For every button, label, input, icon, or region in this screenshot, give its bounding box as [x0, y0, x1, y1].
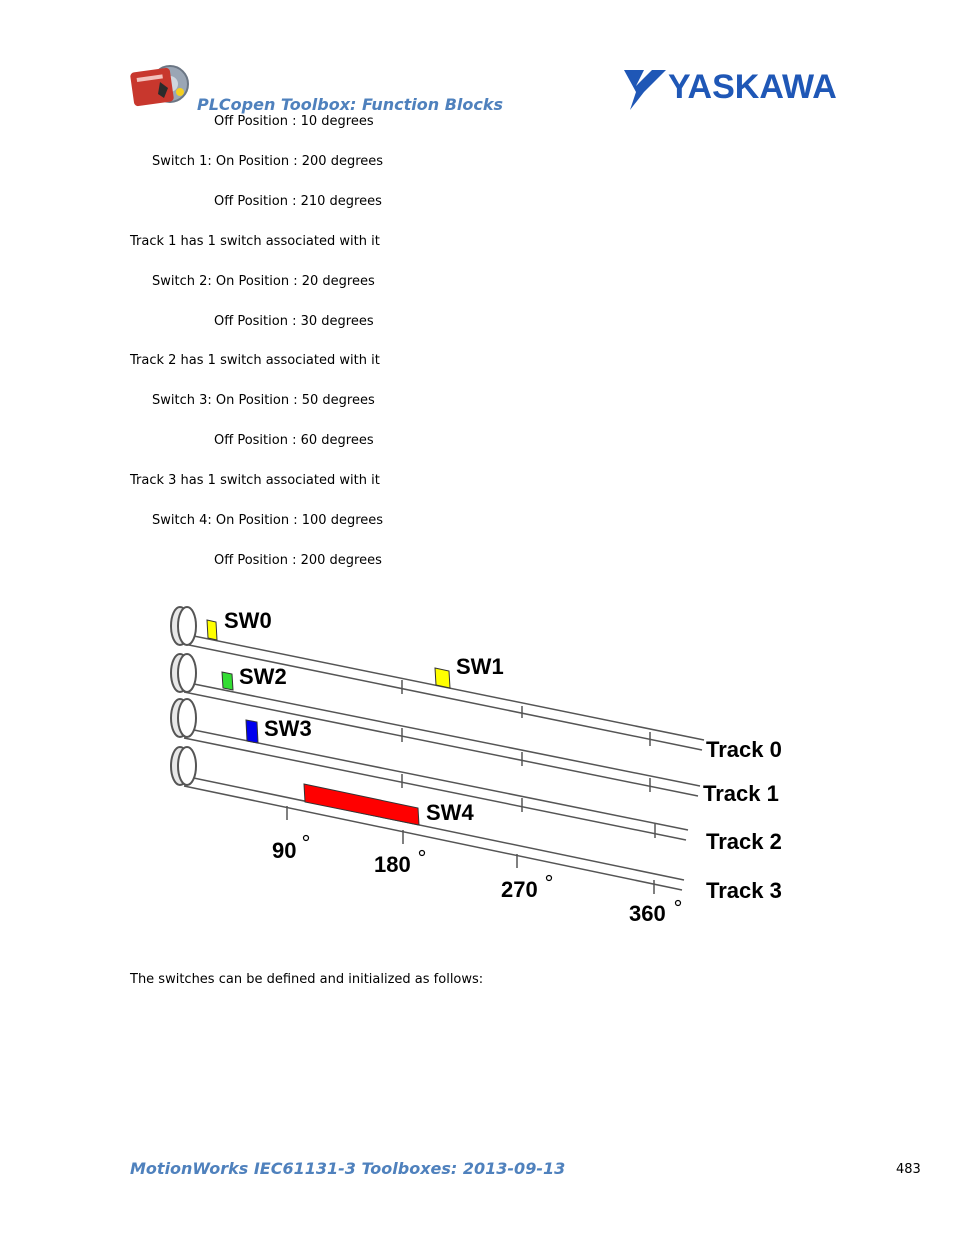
switch-sw0-label: SW0: [224, 608, 272, 633]
degree-symbol-icon: [420, 851, 425, 856]
yaskawa-logo-icon: [622, 66, 844, 112]
switch-sw1-marker: [435, 668, 450, 688]
text-line: Switch 3: On Position : 50 degrees: [152, 393, 375, 408]
text-line: Track 3 has 1 switch associated with it: [130, 473, 380, 488]
text-line: Off Position : 200 degrees: [214, 553, 382, 568]
switch-sw3-marker: [246, 720, 258, 743]
switch-sw3-label: SW3: [264, 716, 312, 741]
degree-symbol-icon: [676, 901, 681, 906]
text-line: Switch 1: On Position : 200 degrees: [152, 154, 384, 169]
switch-sw2-label: SW2: [239, 664, 287, 689]
header-title: PLCopen Toolbox: Function Blocks: [197, 95, 504, 114]
switch-sw1-label: SW1: [456, 654, 504, 679]
switch-sw4-label: SW4: [426, 800, 474, 825]
text-line: Track 2 has 1 switch associated with it: [130, 353, 380, 368]
text-line: Track 1 has 1 switch associated with it: [130, 234, 380, 249]
text-line: Off Position : 210 degrees: [214, 194, 382, 209]
text-line: Off Position : 30 degrees: [214, 314, 374, 329]
brand-name: YASKAWA: [668, 68, 837, 106]
cam-switch-tracks-diagram: [160, 600, 800, 930]
track-1-label: Track 1: [703, 781, 779, 806]
angle-90-label: 90: [272, 838, 297, 863]
text-line: Switch 2: On Position : 20 degrees: [152, 274, 375, 289]
switch-sw4-marker: [304, 784, 419, 825]
degree-symbol-icon: [547, 876, 552, 881]
switch-sw2-marker: [222, 672, 233, 690]
track-0-label: Track 0: [706, 737, 782, 762]
closing-text: The switches can be defined and initialized as follows:: [130, 972, 484, 987]
degree-symbol-icon: [304, 836, 309, 841]
switch-sw0-marker: [207, 620, 217, 640]
angle-270-label: 270: [501, 877, 538, 902]
angle-180-label: 180: [374, 852, 411, 877]
track-2-label: Track 2: [706, 829, 782, 854]
angle-360-label: 360: [629, 901, 666, 926]
track-3-label: Track 3: [706, 878, 782, 903]
footer-title: MotionWorks IEC61131-3 Toolboxes: 2013-09-13: [130, 1159, 566, 1178]
page-number: 483: [896, 1162, 921, 1177]
text-line: Off Position : 10 degrees: [214, 114, 374, 129]
text-line: Off Position : 60 degrees: [214, 433, 374, 448]
plcopen-toolbox-logo-icon: [130, 62, 198, 110]
text-line: Switch 4: On Position : 100 degrees: [152, 513, 384, 528]
